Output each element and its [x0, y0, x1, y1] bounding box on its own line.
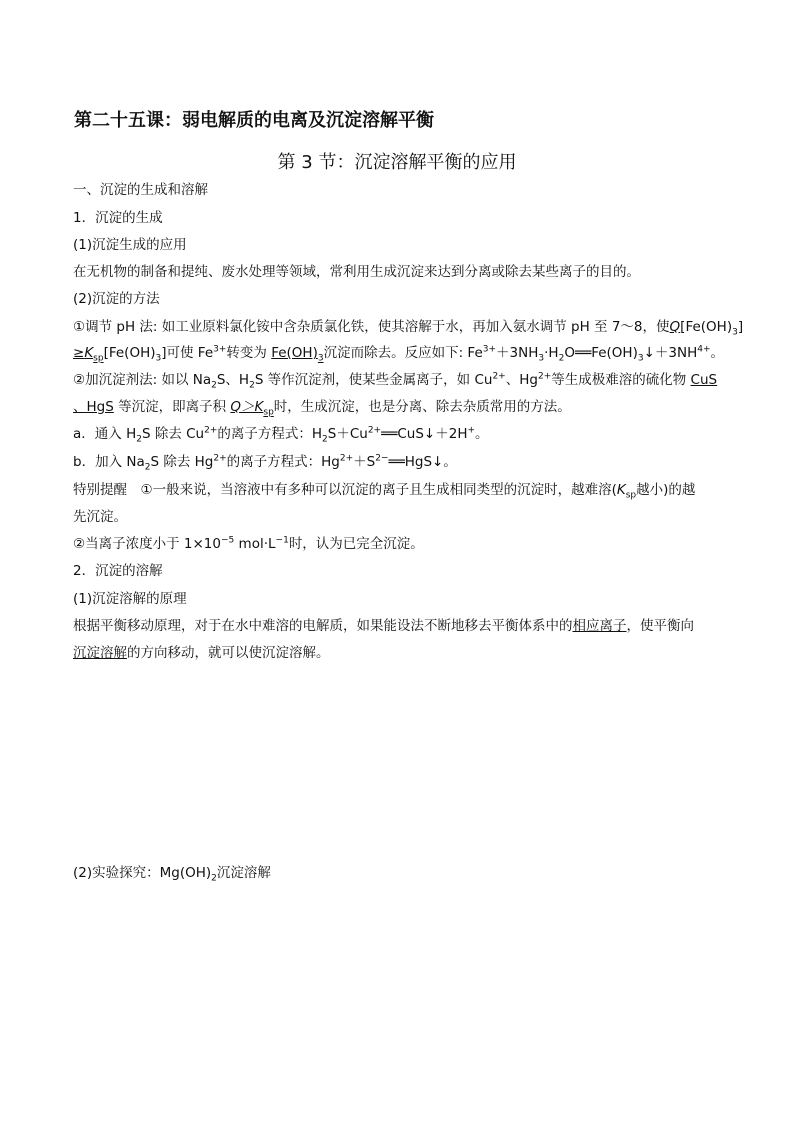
text-segment: ══CuS↓＋2H — [381, 426, 468, 442]
text-segment: S＋Cu — [327, 426, 368, 442]
text-segment: 、Hg — [505, 372, 538, 388]
text-segment: ≥ — [73, 345, 85, 361]
text-segment: ①调节 pH 法: 如工业原料氯化铵中含杂质氯化铁，使其溶解于水，再加入氨水调节 pH 至 7～8，使 — [73, 319, 670, 335]
text-segment: K — [84, 345, 94, 361]
paragraph-principle-line2 — [73, 644, 330, 662]
text-segment: Fe(OH) — [271, 345, 318, 361]
text-segment: ＋3NH — [496, 345, 539, 361]
text-segment: [Fe(OH) — [680, 319, 733, 335]
superscript: 3+ — [482, 344, 497, 355]
subscript: 3 — [317, 353, 324, 364]
text-segment: 沉淀而除去。反应如下: Fe — [323, 345, 483, 361]
text-segment: b．加入 Na — [73, 454, 145, 470]
paragraph-ph-method-line1 — [73, 318, 743, 336]
text-segment: 转变为 — [226, 345, 272, 361]
text-segment: 等生成极难溶的硫化物 — [551, 372, 691, 388]
text-segment: Q — [669, 319, 681, 335]
text-segment: mol·L — [234, 536, 276, 552]
text-segment: ]可使 Fe — [161, 345, 214, 361]
text-segment: K — [616, 482, 626, 498]
subscript: 2 — [558, 353, 565, 364]
text-segment: 等沉淀，即离子积 — [113, 399, 231, 415]
heading-methods: (2)沉淀的方法 — [73, 291, 160, 307]
text-segment: ②加沉淀剂法: 如以 Na — [73, 372, 212, 388]
superscript: −1 — [275, 535, 289, 546]
paragraph-ph-method-line2 — [73, 344, 724, 362]
superscript: 2+ — [339, 453, 354, 464]
lesson-title: 第二十五课：弱电解质的电离及沉淀溶解平衡 — [74, 110, 434, 131]
text-segment: (2)实验探究：Mg(OH) — [73, 865, 212, 881]
text-segment: ·H — [544, 345, 559, 361]
text-segment: 越小)的越 — [636, 482, 696, 498]
equation-na2s-hg — [73, 453, 457, 471]
subscript: 2 — [322, 434, 328, 445]
text-segment: ══HgS↓。 — [388, 454, 457, 470]
text-segment: 时，生成沉淀，也是分离、除去杂质常用的方法。 — [273, 399, 571, 415]
text-segment: S 等作沉淀剂，使某些金属离子，如 Cu — [254, 372, 493, 388]
text-segment: 的离子方程式：Hg — [226, 454, 340, 470]
text-segment: 沉淀溶解 — [216, 865, 271, 881]
subscript: 2 — [144, 462, 151, 473]
section-subtitle: 第 3 节：沉淀溶解平衡的应用 — [277, 152, 517, 173]
special-note-line2: 先沉淀。 — [73, 509, 127, 525]
subscript: sp — [263, 407, 274, 418]
text-segment: 。 — [710, 345, 725, 361]
text-segment: O══Fe(OH) — [564, 345, 638, 361]
text-segment: ，使平衡向 — [626, 618, 694, 634]
text-segment: 、HgS — [73, 399, 114, 415]
heading-precipitation-dissolution: 2．沉淀的溶解 — [73, 563, 163, 579]
subscript: 3 — [732, 327, 738, 338]
subscript: 3 — [538, 353, 545, 364]
text-segment: S、H — [216, 372, 250, 388]
special-note-complete-precipitation — [73, 535, 424, 553]
heading-dissolution-principle: (1)沉淀溶解的原理 — [73, 591, 187, 607]
text-segment: S 除去 Hg — [150, 454, 214, 470]
paragraph-precipitant-method-line2 — [73, 398, 571, 416]
text-segment: a．通入 H — [73, 426, 137, 442]
superscript: 2+ — [492, 371, 506, 382]
equation-h2s-cu — [73, 425, 489, 443]
superscript: 2+ — [213, 453, 227, 464]
paragraph-precipitant-method-line1 — [73, 371, 717, 389]
text-segment: 沉淀溶解 — [73, 645, 127, 661]
text-segment: 的离子方程式：H — [217, 426, 323, 442]
paragraph-principle-line1 — [73, 617, 694, 635]
text-segment: ↓＋3NH — [643, 345, 698, 361]
subscript: 2 — [249, 380, 255, 391]
superscript: 2− — [375, 453, 389, 464]
superscript: −5 — [220, 535, 235, 546]
superscript: 3+ — [213, 344, 227, 355]
text-segment: 时，认为已完全沉淀。 — [288, 536, 424, 552]
subscript: 2 — [211, 380, 217, 391]
heading-precipitation-formation-dissolution: 一、沉淀的生成和溶解 — [73, 182, 208, 198]
subscript: 3 — [155, 353, 162, 364]
superscript: 2+ — [367, 425, 382, 436]
text-segment: ②当离子浓度小于 1×10 — [73, 536, 221, 552]
subscript: 3 — [637, 353, 644, 364]
text-segment: Q＞K — [230, 399, 264, 415]
text-segment: ＋S — [353, 454, 376, 470]
heading-formation-application: (1)沉淀生成的应用 — [73, 237, 187, 253]
text-segment: ] — [737, 319, 744, 335]
text-segment: 相应离子 — [572, 618, 627, 634]
superscript: 2+ — [204, 425, 218, 436]
text-segment: S 除去 Cu — [141, 426, 205, 442]
superscript: + — [467, 425, 476, 436]
paragraph-application: 在无机物的制备和提纯、废水处理等领域，常利用生成沉淀来达到分离或除去某些离子的目的。 — [73, 264, 640, 280]
heading-experiment — [73, 864, 271, 882]
text-segment: 的方向移动，就可以使沉淀溶解。 — [127, 645, 330, 661]
subscript: 2 — [211, 873, 217, 884]
text-segment: CuS — [690, 372, 718, 388]
text-segment: 。 — [475, 426, 489, 442]
subscript: 2 — [136, 434, 142, 445]
subscript: sp — [93, 353, 104, 364]
text-segment: 特别提醒 ①一般来说，当溶液中有多种可以沉淀的离子且生成相同类型的沉淀时，越难溶( — [73, 482, 617, 498]
superscript: 2+ — [537, 371, 552, 382]
text-segment: [Fe(OH) — [103, 345, 156, 361]
heading-precipitation-formation: 1．沉淀的生成 — [73, 210, 163, 226]
special-note-line1 — [73, 481, 695, 499]
text-segment: 根据平衡移动原理，对于在水中难溶的电解质，如果能设法不断地移去平衡体系中的 — [73, 618, 573, 634]
superscript: 4+ — [697, 344, 711, 355]
subscript: sp — [625, 490, 637, 501]
